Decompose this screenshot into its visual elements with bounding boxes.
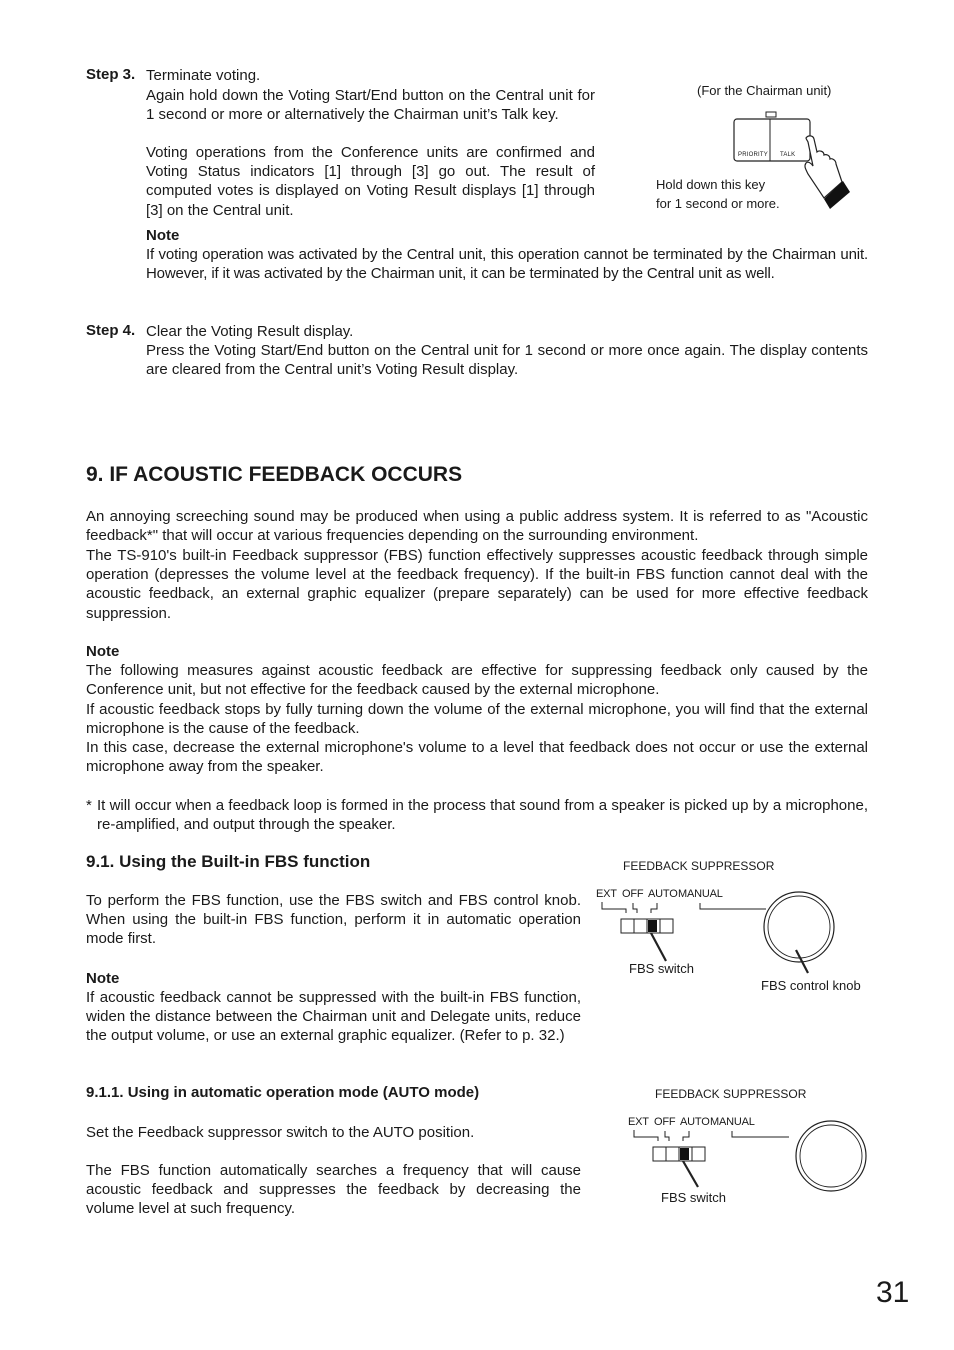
fbs-figure-1: [590, 855, 890, 1000]
chairman-instruction-line1: Hold down this key: [656, 177, 766, 192]
key-talk-label: TALK: [780, 152, 796, 158]
section9-para1: An annoying screeching sound may be produced when using a public address system. It is referred to as "Acoustic feedback*" that will occur at various frequencies depending on the surrounding environment.: [86, 508, 868, 545]
step3-label: Step 3.: [86, 66, 136, 83]
section91-para: To perform the FBS function, use the FBS switch and FBS control knob. When using the built-in FBS function, perform it in automatic operation mode first.: [86, 892, 581, 948]
section911-heading: 9.1.1. Using in automatic operation mode (AUTO mode): [86, 1084, 480, 1101]
section91-heading: 9.1. Using the Built-in FBS function: [86, 852, 371, 871]
chairman-instruction-line2: for 1 second or more.: [656, 196, 780, 211]
step3-para1: Again hold down the Voting Start/End button on the Central unit for 1 second or more or alternatively the Chairman unit’s Talk key.: [146, 87, 595, 124]
section9-note2: If acoustic feedback stops by fully turning down the volume of the external microphone, you will find that the external microphone is the cause of the feedback.: [86, 701, 868, 738]
key-priority-label: PRIORITY: [738, 152, 768, 158]
figure2-switch-label: FBS switch: [661, 1190, 727, 1205]
step3-title: Terminate voting.: [146, 67, 261, 84]
section91-note-label: Note: [86, 970, 120, 987]
figure1-knob-label: FBS control knob: [761, 978, 861, 993]
chairman-figure-caption: (For the Chairman unit): [697, 83, 832, 98]
section9-heading: 9. IF ACOUSTIC FEEDBACK OCCURS: [86, 463, 463, 486]
section9-note-label: Note: [86, 643, 120, 660]
footnote-mark: *: [86, 797, 92, 814]
section911-para2: The FBS function automatically searches a frequency that will cause acoustic feedback and suppresses the feedback by decreasing the volume level at such frequency.: [86, 1162, 581, 1218]
step4-title: Clear the Voting Result display.: [146, 323, 354, 340]
step3-note-label: Note: [146, 227, 180, 244]
step4-label: Step 4.: [86, 322, 136, 339]
figure1-switch-label: FBS switch: [629, 961, 695, 976]
figure1-pos-ext: EXT: [596, 888, 617, 900]
figure1-pos-off: OFF: [622, 888, 644, 900]
figure2-pos-manual: MANUAL: [710, 1116, 755, 1128]
section9-footnote: It will occur when a feedback loop is formed in the process that sound from a speaker is picked up by a microphone, re-amplified, and output through the speaker.: [97, 797, 868, 834]
figure2-pos-auto: AUTO: [680, 1116, 710, 1128]
fbs-figure-2: [622, 1083, 882, 1213]
figure2-pos-ext: EXT: [628, 1116, 649, 1128]
section9-note3: In this case, decrease the external microphone's volume to a level that feedback does not occur or use the external microphone away from the speaker.: [86, 739, 868, 776]
figure1-title: FEEDBACK SUPPRESSOR: [623, 859, 775, 873]
figure2-title: FEEDBACK SUPPRESSOR: [655, 1087, 807, 1101]
section9-note1: The following measures against acoustic feedback are effective for suppressing feedback only caused by the Conference unit, but not effective for the feedback caused by the external microphone.: [86, 662, 868, 699]
figure2-pos-off: OFF: [654, 1116, 676, 1128]
step3-note-text: If voting operation was activated by the Central unit, this operation cannot be terminated by the Chairman unit. However, if it was activated by the Chairman unit, it can be terminated by the Central unit as well.: [146, 246, 868, 283]
figure1-pos-auto: AUTO: [648, 888, 678, 900]
step4-para: Press the Voting Start/End button on the Central unit for 1 second or more once again. The display contents are cleared from the Central unit’s Voting Result display.: [146, 342, 868, 379]
section911-para1: Set the Feedback suppressor switch to the AUTO position.: [86, 1124, 475, 1141]
section9-para2: The TS-910's built-in Feedback suppressor (FBS) function effectively suppresses acoustic feedback through simple operation (depresses the volume level at the feedback frequency). If the built-in FBS function cannot deal with the acoustic feedback, an external graphic equalizer (prepare separately) can be used for more effective feedback suppression.: [86, 547, 868, 622]
section91-note: If acoustic feedback cannot be suppressed with the built-in FBS function, widen the distance between the Chairman unit and Delegate units, reduce the output volume, or use an external graphic equalizer. (Refer to p. 32.): [86, 989, 581, 1045]
page-number: 31: [876, 1276, 910, 1309]
step3-para2: Voting operations from the Conference units are confirmed and Voting Status indicators [1] through [3] go out. The result of computed votes is displayed on Voting Result displays [1] through [3] on the Central unit.: [146, 144, 595, 219]
figure1-pos-manual: MANUAL: [678, 888, 723, 900]
